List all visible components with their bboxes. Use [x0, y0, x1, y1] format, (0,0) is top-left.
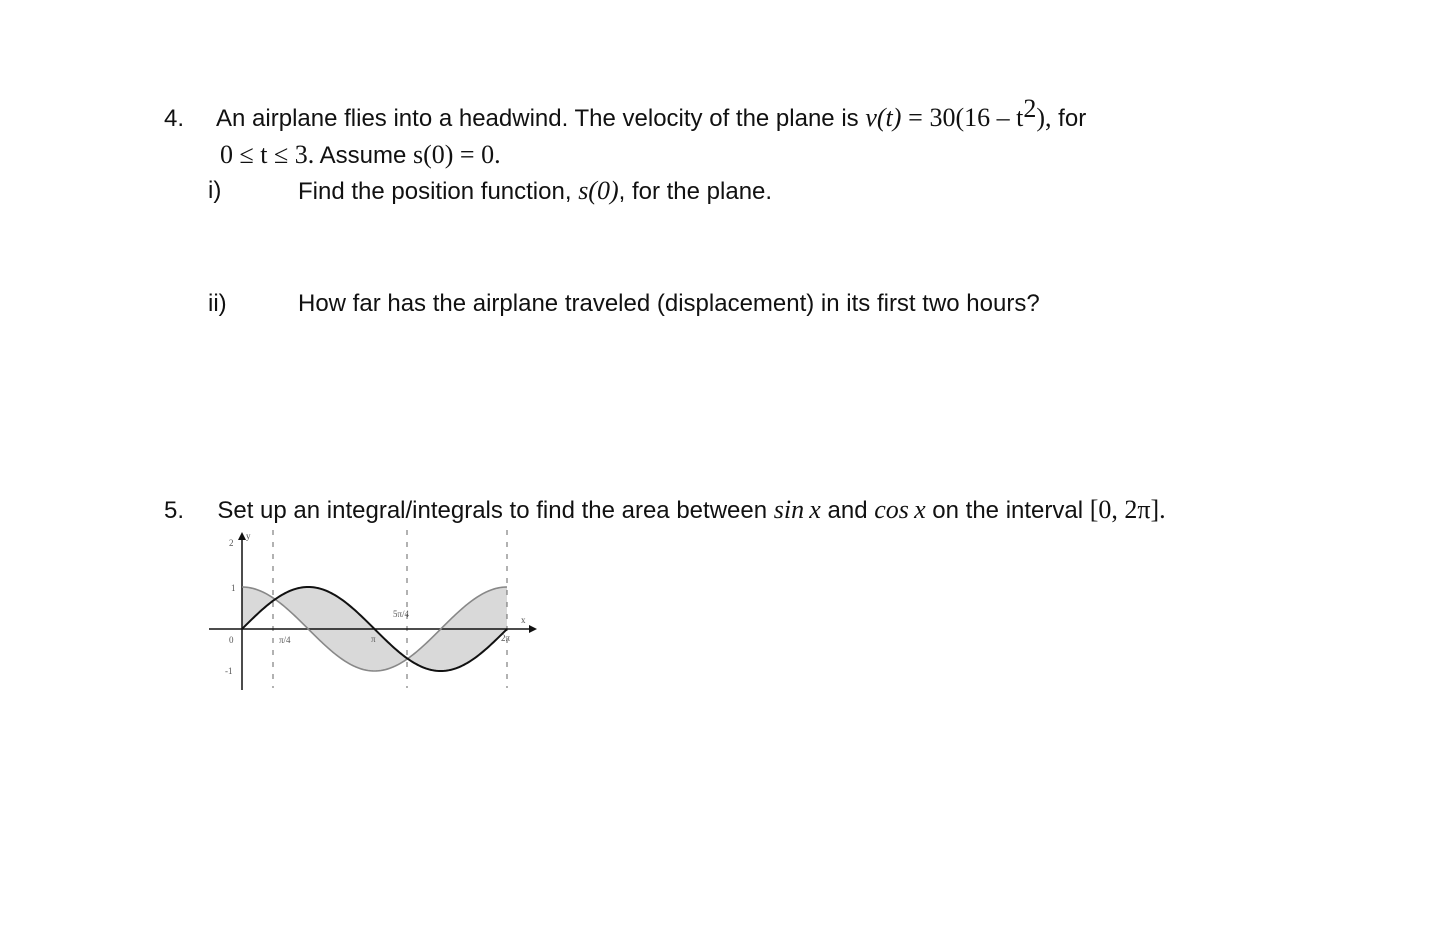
q4-number: 4. — [164, 105, 185, 132]
x-axis-label: x — [521, 615, 526, 625]
q4-velocity-close: ), — [1036, 103, 1052, 132]
q4-line1-text: An airplane flies into a headwind. The velocity of the plane is — [216, 105, 859, 132]
q4-part-i — [208, 176, 221, 206]
tick-y-0: 0 — [229, 635, 234, 645]
tick-y-1: 1 — [231, 583, 236, 593]
x-axis-arrow-icon — [529, 625, 537, 633]
q4-velocity-expr: 30(16 – t — [929, 103, 1024, 132]
sin-cos-graph — [205, 528, 545, 693]
q4-part-i-text-a: Find the position function, — [298, 178, 572, 205]
q4-line-2 — [220, 140, 501, 171]
q4-part-ii-body — [298, 289, 1040, 319]
q5-interval: [0, 2π]. — [1089, 495, 1166, 524]
q5-text-a: Set up an integral/integrals to find the area between — [217, 497, 768, 524]
q4-condition: s(0) = 0. — [412, 140, 501, 169]
q4-range: 0 ≤ t ≤ 3. — [220, 140, 315, 169]
q4-assume: Assume — [319, 142, 407, 169]
y-axis-arrow-icon — [238, 532, 246, 540]
tick-pi: π — [371, 634, 376, 644]
q5-text-and: and — [827, 497, 868, 524]
q5-sin-x: sin x — [773, 495, 821, 524]
q4-part-ii — [208, 289, 227, 319]
tick-pi4: π/4 — [279, 635, 291, 645]
q4-part-i-fn: s(0) — [578, 176, 619, 205]
q4-line-1 — [164, 94, 1087, 134]
q5-text-b: on the interval — [932, 497, 1084, 524]
q4-velocity-fn: v(t) — [865, 103, 902, 132]
q4-part-i-label: i) — [208, 177, 222, 204]
q4-velocity-sup: 2 — [1023, 94, 1037, 123]
y-axis-label: y — [246, 531, 251, 541]
tick-5pi4: 5π/4 — [393, 609, 410, 619]
tick-2pi: 2π — [501, 633, 511, 643]
q4-part-i-body — [298, 176, 772, 207]
q5-cos-x: cos x — [874, 495, 926, 524]
tick-y-top: 2 — [229, 538, 234, 548]
q4-equals: = — [908, 103, 923, 132]
q4-line1-for: for — [1058, 105, 1087, 132]
q4-part-ii-text: How far has the airplane traveled (displacement) in its first two hours? — [298, 290, 1040, 317]
q4-part-i-text-b: , for the plane. — [618, 178, 773, 205]
q4-part-ii-label: ii) — [208, 290, 227, 317]
q5-number: 5. — [164, 497, 185, 524]
q5-line — [164, 495, 1166, 526]
tick-y-neg1: -1 — [225, 666, 233, 676]
